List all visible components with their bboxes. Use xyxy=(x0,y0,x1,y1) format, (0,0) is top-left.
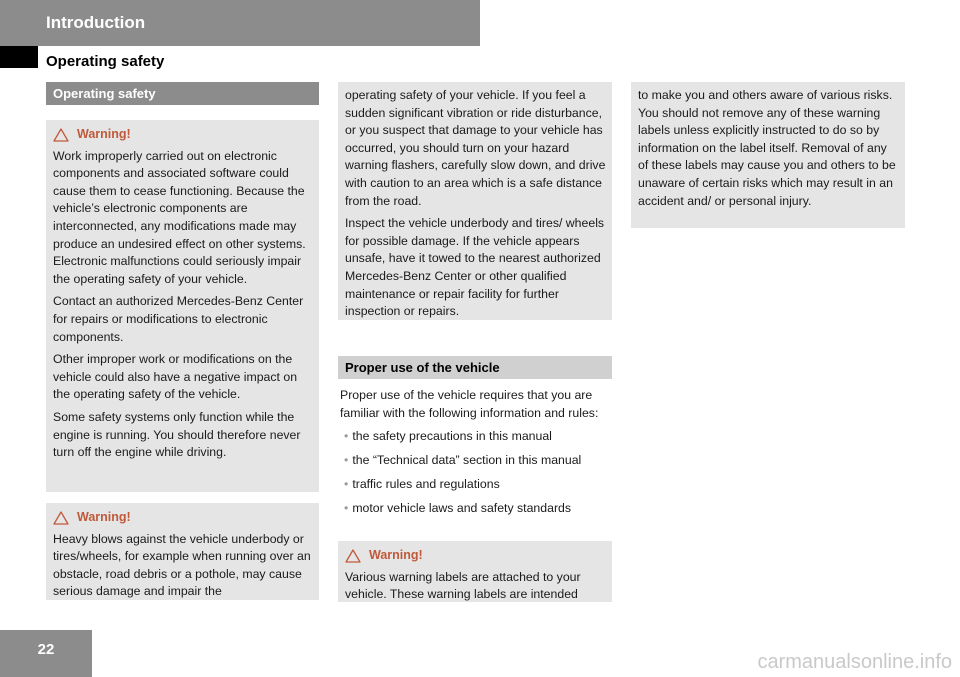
bullet-dot-icon: • xyxy=(344,453,349,468)
proper-use-bar-label: Proper use of the vehicle xyxy=(345,360,500,375)
list-item xyxy=(344,428,614,446)
section-heading: Operating safety xyxy=(46,53,165,70)
warning-paragraph: Inspect the vehicle underbody and tires/ wheels for possible damage. If the vehicle appears unsafe, have it towed to the nearest authorized Mercedes-Benz Center or other qualified maintenance or repair facility for further inspection or repairs. xyxy=(345,216,605,319)
list-item xyxy=(344,500,614,518)
warning-title: Warning! xyxy=(77,127,131,141)
warning-box-labels xyxy=(338,541,612,602)
warning-paragraph: Various warning labels are attached to your vehicle. These warning labels are intended xyxy=(345,569,581,602)
warning-paragraph: Some safety systems only function while the engine is running. You should therefore never turn off the engine while driving. xyxy=(53,409,301,460)
operating-safety-bar-label: Operating safety xyxy=(53,86,156,101)
watermark: carmanualsonline.info xyxy=(757,651,952,673)
chapter-title: Introduction xyxy=(46,13,146,32)
warning-triangle-icon xyxy=(345,549,361,563)
list-item-text: motor vehicle laws and safety standards xyxy=(352,501,572,516)
proper-use-bar xyxy=(338,356,612,379)
warning-paragraph: to make you and others aware of various risks. You should not remove any of these warning labels unless explicitly instructed to do so by information on the label itself. Removal of any of these labels may cause you and others to be unaware of certain risks which may result in an accident and/ or personal injury. xyxy=(638,88,896,208)
page-number-box xyxy=(0,630,92,677)
page-number: 22 xyxy=(37,641,55,658)
warning-triangle-icon xyxy=(53,128,69,142)
bullet-dot-icon: • xyxy=(344,501,349,516)
list-item-text: the safety precautions in this manual xyxy=(352,429,552,444)
proper-use-list xyxy=(340,428,614,518)
chapter-tab xyxy=(0,0,480,46)
warning-box-labels-continued xyxy=(631,82,905,228)
section-marker xyxy=(0,46,38,68)
warning-box-electronics xyxy=(46,120,319,492)
warning-title: Warning! xyxy=(77,510,131,524)
proper-use-section xyxy=(340,387,614,525)
warning-header xyxy=(53,509,314,527)
warning-paragraph: Work improperly carried out on electronic components and associated software could cause them to cease functioning. Because the vehicle’s electronic components are interconnected, any modifications made may produce an undesired effect on other systems. Electronic malfunctions could seriously impair the operating safety of your vehicle. xyxy=(53,148,306,286)
bullet-dot-icon: • xyxy=(344,429,349,444)
warning-triangle-icon xyxy=(53,511,69,525)
warning-header xyxy=(345,547,607,565)
warning-paragraph: operating safety of your vehicle. If you feel a sudden significant vibration or ride disturbance, or you suspect that damage to your vehicle has occurred, you should turn on your hazard warning flashers, carefully slow down, and drive with caution to an area which is a safe distance from the road. xyxy=(345,88,606,208)
warning-header xyxy=(53,126,314,144)
warning-box-underbody xyxy=(46,503,319,600)
bullet-dot-icon: • xyxy=(344,477,349,492)
list-item xyxy=(344,452,614,470)
operating-safety-bar xyxy=(46,82,319,105)
list-item xyxy=(344,476,614,494)
proper-use-intro: Proper use of the vehicle requires that you are familiar with the following information and rules: xyxy=(340,388,599,420)
warning-paragraph: Contact an authorized Mercedes-Benz Center for repairs or modifications to electronic components. xyxy=(53,294,304,344)
warning-title: Warning! xyxy=(369,548,423,562)
list-item-text: the “Technical data” section in this manual xyxy=(352,453,582,468)
warning-paragraph: Other improper work or modifications on the vehicle could also have a negative impact on the operating safety of the vehicle. xyxy=(53,352,298,402)
list-item-text: traffic rules and regulations xyxy=(352,477,500,492)
warning-paragraph: Heavy blows against the vehicle underbody or tires/wheels, for example when running over an obstacle, road debris or a pothole, may cause serious damage and impair the xyxy=(53,531,311,599)
warning-box-continued xyxy=(338,82,612,320)
